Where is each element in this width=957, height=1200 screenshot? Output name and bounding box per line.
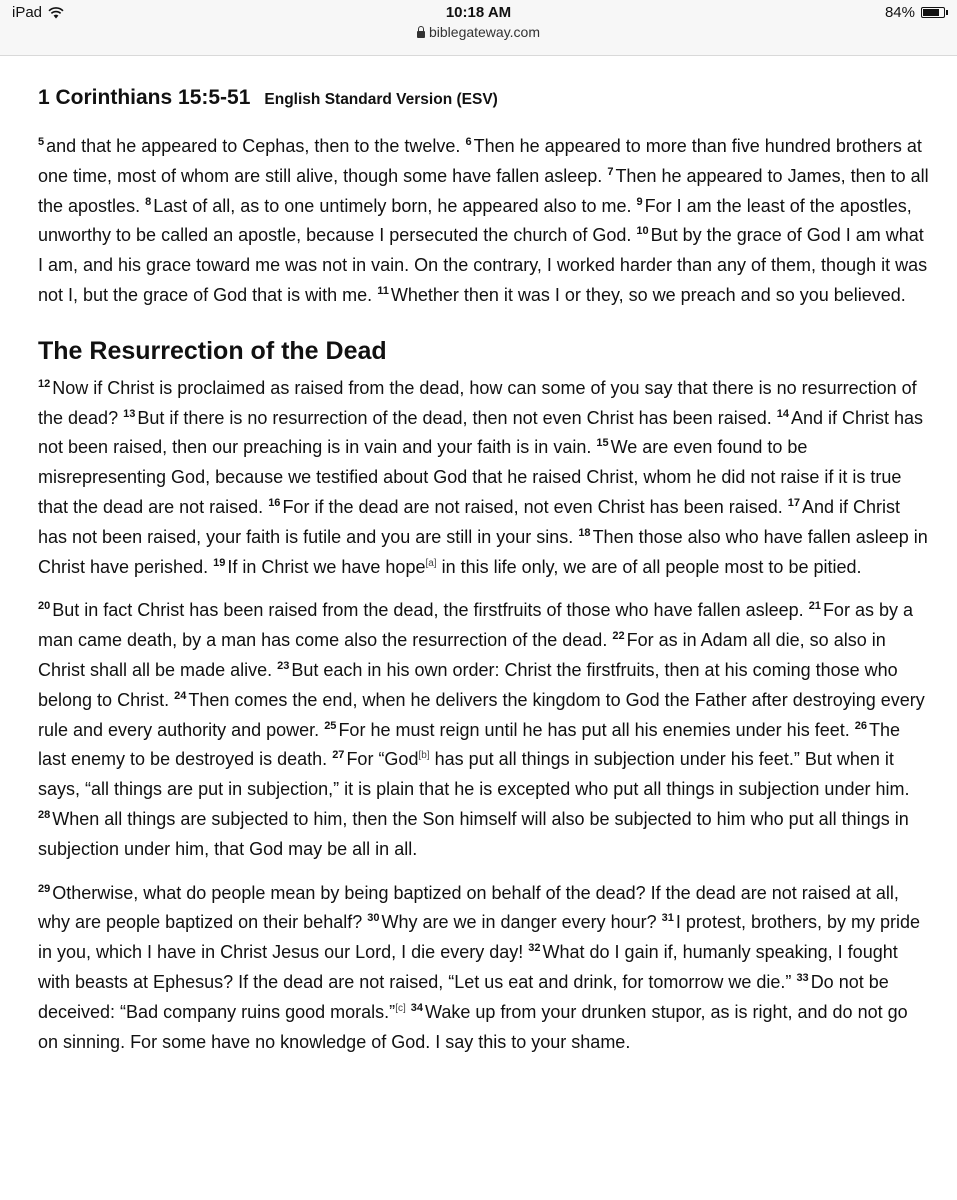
verse-number: 10 [636, 225, 649, 238]
verse-text: Then he appeared to James, then to all the apostles. [38, 165, 929, 216]
verse-text: If in Christ we have hope [227, 556, 426, 577]
passage-header [38, 86, 929, 110]
url-text: biblegateway.com [428, 24, 541, 40]
verse-number: 6 [465, 136, 472, 148]
verse-number: 32 [528, 942, 541, 955]
verse-text: But each in his own order: Christ the firstfruits, then at his coming those who belong to Christ. [38, 659, 898, 710]
verse-number: 20 [38, 600, 51, 613]
verse-text: What do I gain if, humanly speaking, I fought with beasts at Ephesus? If the dead are not raised, “Let us eat and drink, for tomorrow we die.” [38, 942, 898, 992]
verse-text: Otherwise, what do people mean by being baptized on behalf of the dead? If the dead are not raised at all, why are people baptized on their behalf? [38, 882, 899, 933]
verse-text-continued: has put all things in subjection under his feet.” But when it says, “all things are put in subjection,” it is plain that he is excepted who put all things in subjection under him. [38, 749, 910, 800]
verse-number: 18 [578, 526, 591, 539]
verse-text: And if Christ has not been raised, your faith is futile and you are still in your sins. [38, 496, 901, 547]
verse-number: 27 [332, 749, 345, 762]
paragraph-1 [38, 132, 929, 311]
paragraph-2 [38, 374, 929, 583]
verse-text: For he must reign until he has put all his enemies under his feet. [338, 719, 850, 740]
status-right [885, 4, 945, 21]
verse-number: 30 [367, 912, 380, 925]
paragraph-4 [38, 879, 929, 1058]
verse-number: 29 [38, 882, 51, 895]
verse-text: But in fact Christ has been raised from the dead, the firstfruits of those who have fallen asleep. [52, 600, 804, 621]
verse-text: And if Christ has not been raised, then our preaching is in vain and your faith is in vain. [38, 407, 924, 458]
bible-version: English Standard Version (ESV) [264, 91, 498, 108]
verse-number: 28 [38, 808, 51, 821]
verse-text: Then those also who have fallen asleep in Christ have perished. [38, 526, 928, 577]
verse-text: Do not be deceived: “Bad company ruins good morals.” [38, 971, 889, 1022]
verse-text: For if the dead are not raised, not even Christ has been raised. [282, 496, 783, 517]
passage-reference: 1 Corinthians 15:5-51 [38, 86, 251, 109]
footnote-link[interactable]: [b] [418, 750, 430, 762]
verse-text: Wake up from your drunken stupor, as is right, and do not go on sinning. For some have no knowledge of God. I say this to your shame. [38, 1001, 908, 1052]
verse-number: 13 [123, 407, 136, 420]
device-label: iPad [12, 4, 43, 21]
verse-number: 14 [776, 407, 789, 420]
verse-number: 9 [636, 195, 643, 208]
verse-text: We are even found to be misrepresenting God, because we testified about God that he raised Christ, whom he did not raise if it is true that the dead are not raised. [38, 437, 902, 517]
verse-number: 15 [596, 437, 609, 450]
verse-text: Now if Christ is proclaimed as raised from the dead, how can some of you say that there is no resurrection of the dead? [38, 377, 917, 428]
address-bar[interactable] [0, 24, 957, 40]
verse-number: 34 [410, 1001, 424, 1014]
section-heading: The Resurrection of the Dead [38, 336, 387, 365]
clock: 10:18 AM [445, 4, 512, 21]
verse-number: 33 [796, 971, 809, 984]
verse-number: 19 [213, 556, 226, 569]
verse-number: 22 [612, 630, 625, 643]
verse-text: When all things are subjected to him, then the Son himself will also be subjected to him who put all things in subjection under him, that God may be all in all. [38, 808, 909, 859]
verse-text: For as by a man came death, by a man has come also the resurrection of the dead. [38, 600, 913, 651]
verse-text: Whether then it was I or they, so we preach and so you believed. [390, 284, 906, 305]
verse-number: 17 [787, 496, 800, 509]
verse-text: Then he appeared to more than five hundred brothers at one time, most of whom are still alive, though some have fallen asleep. [38, 136, 922, 186]
lock-icon [417, 31, 425, 38]
paragraph-3 [38, 596, 929, 864]
verse-number: 5 [38, 136, 45, 148]
verse-number: 26 [854, 719, 867, 732]
verse-text: Then comes the end, when he delivers the kingdom to God the Father after destroying every rule and every authority and power. [38, 689, 925, 740]
verse-number: 31 [661, 912, 674, 925]
battery-percent: 84% [884, 4, 915, 21]
verse-text: For “God [346, 749, 419, 770]
verse-text: But if there is no resurrection of the dead, then not even Christ has been raised. [137, 407, 772, 428]
verse-number: 16 [268, 496, 281, 509]
verse-text-continued: in this life only, we are of all people most to be pitied. [436, 556, 862, 577]
verse-number: 7 [607, 165, 614, 178]
verse-number: 12 [38, 377, 51, 390]
verse-text: The last enemy to be destroyed is death. [38, 719, 901, 770]
verse-text: For as in Adam all die, so also in Christ shall all be made alive. [38, 630, 886, 680]
verse-text: I protest, brothers, by my pride in you, which I have in Christ Jesus our Lord, I die every day! [38, 912, 921, 963]
verse-number: 21 [808, 600, 821, 613]
verse-text: For I am the least of the apostles, unworthy to be called an apostle, because I persecuted the church of God. [38, 195, 912, 246]
status-bar [0, 0, 957, 56]
verse-text: But by the grace of God I am what I am, and his grace toward me was not in vain. On the contrary, I worked harder than any of them, though it was not I, but the grace of God that is with me. [38, 225, 928, 305]
battery-icon [921, 7, 945, 18]
verse-text: Why are we in danger every hour? [381, 912, 657, 933]
battery-level [923, 9, 939, 16]
footnote-link[interactable]: [a] [425, 557, 437, 569]
passage-content [0, 56, 957, 1057]
verse-number: 25 [324, 719, 337, 732]
verse-number: 24 [174, 689, 187, 702]
verse-number: 8 [145, 195, 152, 208]
verse-text: and that he appeared to Cephas, then to the twelve. [46, 136, 461, 156]
footnote-link[interactable]: [c] [395, 1002, 406, 1014]
verse-number: 11 [377, 284, 389, 297]
verse-text: Last of all, as to one untimely born, he appeared also to me. [153, 195, 632, 216]
verse-number: 23 [277, 659, 290, 672]
